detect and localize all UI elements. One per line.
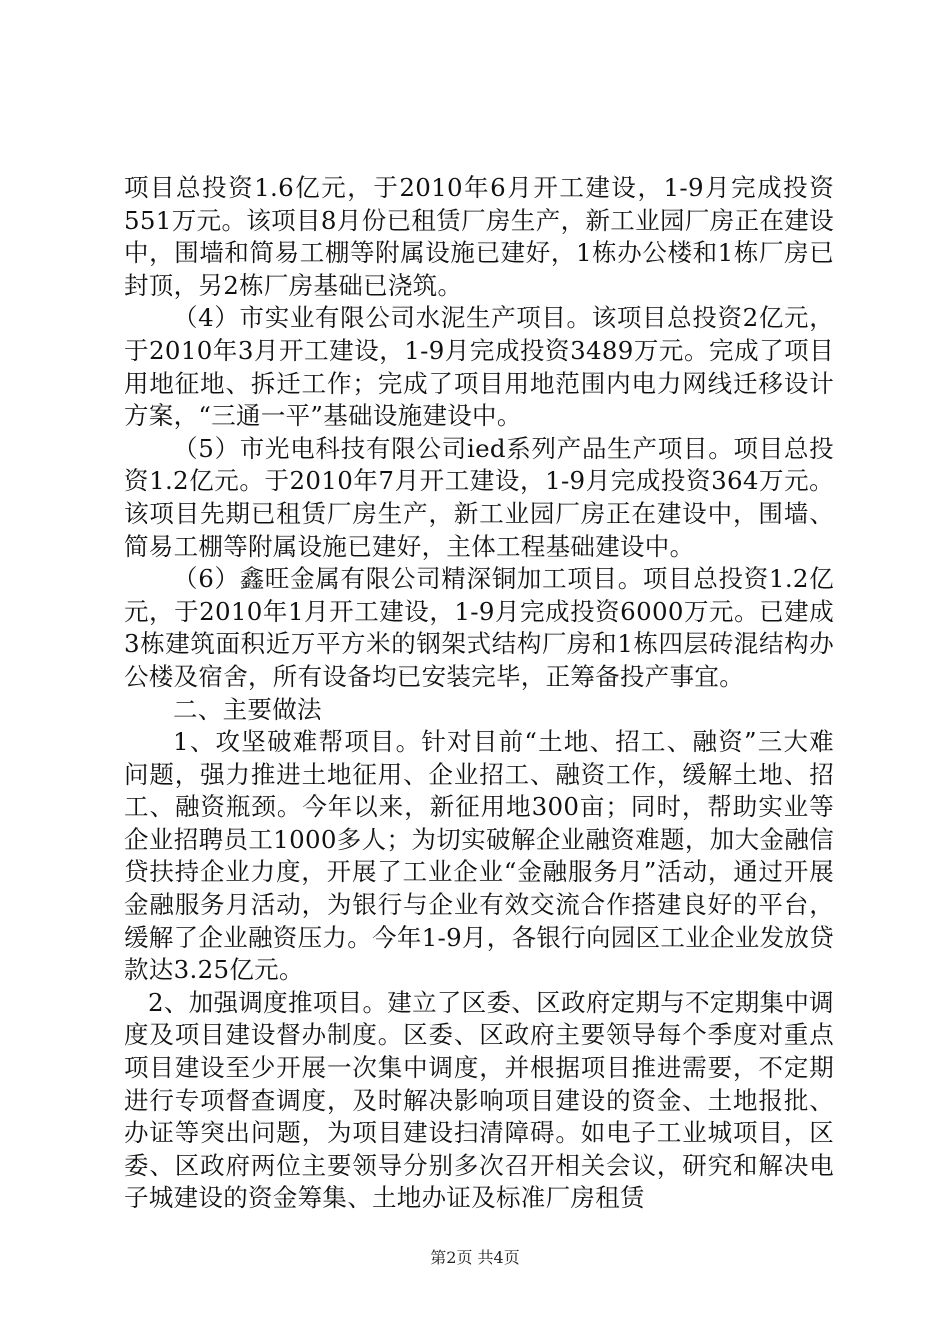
paragraph-practice-1: 1、攻坚破难帮项目。针对目前“土地、招工、融资”三大难问题，强力推进土地征用、企业招工、融资工作，缓解土地、招工、融资瓶颈。今年以来，新征用地300亩；同时，帮助实业等企业招聘员工1000多人；为切实破解企业融资难题，加大金融信贷扶持企业力度，开展了工业企业“金融服务月”活动，通过开展金融服务月活动，为银行与企业有效交流合作搭建良好的平台，缓解了企业融资压力。今年1-9月，各银行向园区工业企业发放贷款达3.25亿元。 bbox=[124, 727, 834, 985]
paragraph-item-5: （5）市光电科技有限公司ied系列产品生产项目。项目总投资1.2亿元。于2010年7月开工建设，1-9月完成投资364万元。该项目先期已租赁厂房生产，新工业园厂房正在建设中，围墙、简易工棚等附属设施已建好，主体工程基础建设中。 bbox=[124, 433, 834, 561]
paragraph-practice-2: 2、加强调度推项目。建立了区委、区政府定期与不定期集中调度及项目建设督办制度。区委、区政府主要领导每个季度对重点项目建设至少开展一次集中调度，并根据项目推进需要，不定期进行专项督查调度，及时解决影响项目建设的资金、土地报批、办证等突出问题，为项目建设扫清障碍。如电子工业城项目，区委、区政府两位主要领导分别多次召开相关会议，研究和解决电子城建设的资金筹集、土地办证及标准厂房租赁 bbox=[124, 987, 834, 1213]
document-body bbox=[124, 172, 834, 1215]
section-heading-main-practices: 二、主要做法 bbox=[173, 694, 322, 724]
paragraph-item-4: （4）市实业有限公司水泥生产项目。该项目总投资2亿元，于2010年3月开工建设，1-9月完成投资3489万元。完成了项目用地征地、拆迁工作；完成了项目用地范围内电力网线迁移设计方案，“三通一平”基础设施建设中。 bbox=[124, 303, 834, 431]
paragraph-project-continuation: 项目总投资1.6亿元，于2010年6月开工建设，1-9月完成投资551万元。该项目8月份已租赁厂房生产，新工业园厂房正在建设中，围墙和简易工棚等附属设施已建好，1栋办公楼和1栋厂房已封顶，另2栋厂房基础已浇筑。 bbox=[124, 173, 834, 300]
paragraph-item-6: （6）鑫旺金属有限公司精深铜加工项目。项目总投资1.2亿元，于2010年1月开工建设，1-9月完成投资6000万元。已建成3栋建筑面积近万平方米的钢架式结构厂房和1栋四层砖混结构办公楼及宿舍，所有设备均已安装完毕，正筹备投产事宜。 bbox=[124, 564, 834, 691]
page-number-footer: 第2页 共4页 bbox=[430, 1248, 520, 1267]
